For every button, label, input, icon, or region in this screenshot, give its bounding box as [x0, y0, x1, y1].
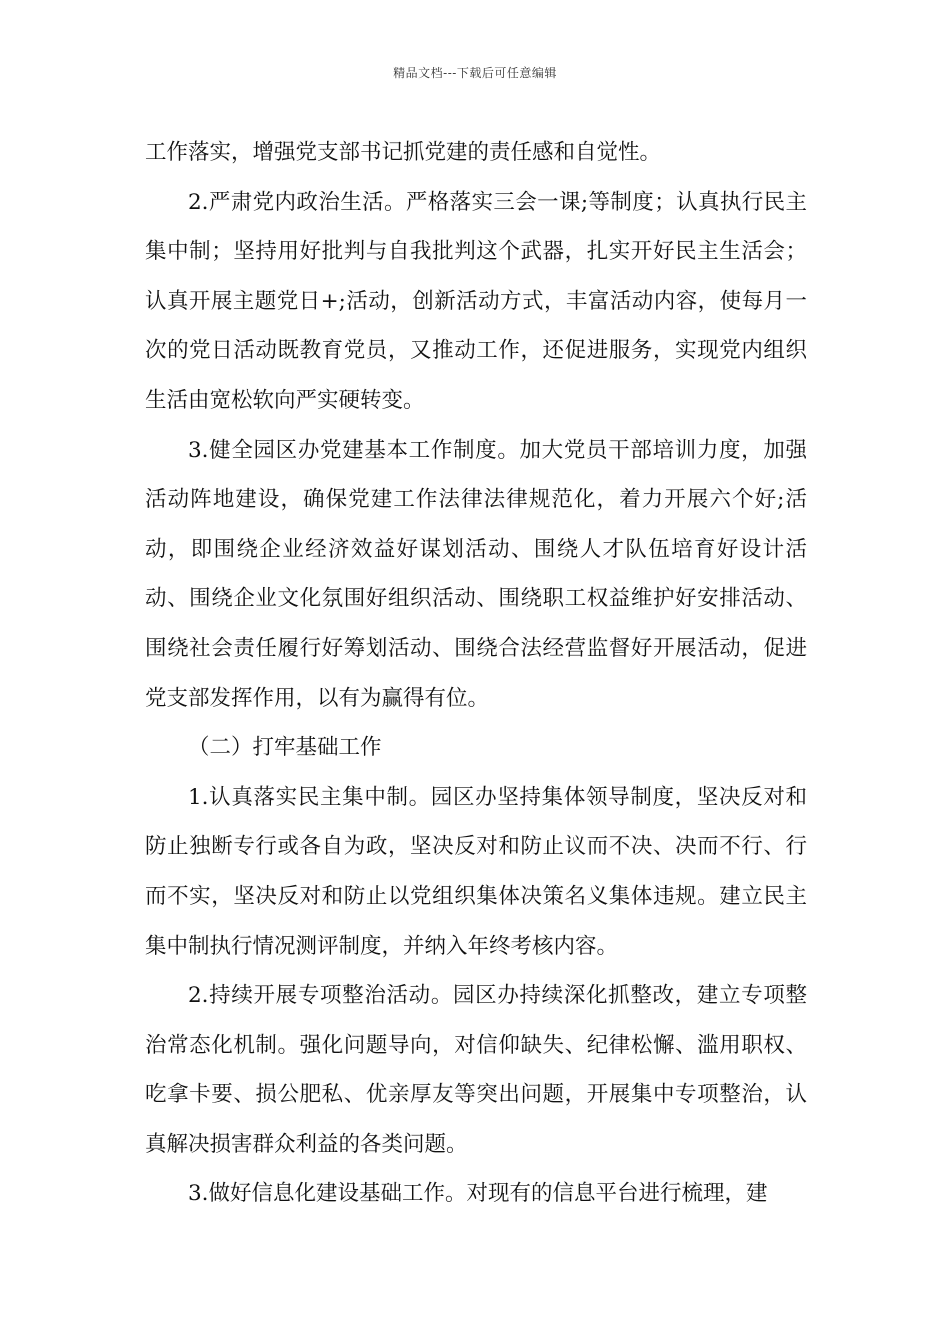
paragraph-continuation: 工作落实，增强党支部书记抓党建的责任感和自觉性。 — [145, 140, 662, 165]
page-header: 精品文档---下载后可任意编辑 — [393, 66, 557, 80]
paragraph-item-3-work-system: 3.健全园区办党建基本工作制度。加大党员干部培训力度，加强活动阵地建设，确保党建工作法律法律规范化，着力开展六个好;活动，即围绕企业经济效益好谋划活动、围绕人才队伍培育好设计活动、围绕企业文化氛围好组织活动、围绕职工权益维护好安排活动、围绕社会责任履行好筹划活动、围绕合法经营监督好开展活动，促进党支部发挥作用，以有为赢得有位。 — [145, 437, 807, 711]
paragraph-item-1-democratic-centralism: 1.认真落实民主集中制。园区办坚持集体领导制度，坚决反对和防止独断专行或各自为政，坚决反对和防止议而不决、决而不行、行而不实，坚决反对和防止以党组织集体决策名义集体违规。建立民主集中制执行情况测评制度，并纳入年终考核内容。 — [145, 784, 807, 959]
document-body — [145, 128, 807, 1219]
paragraph-item-3-informatization: 3.做好信息化建设基础工作。对现有的信息平台进行梳理，建 — [188, 1181, 768, 1207]
section-heading-basic-work: （二）打牢基础工作 — [188, 735, 382, 761]
paragraph-item-2-special-rectification: 2.持续开展专项整治活动。园区办持续深化抓整改，建立专项整治常态化机制。强化问题导向，对信仰缺失、纪律松懈、滥用职权、吃拿卡要、损公肥私、优亲厚友等突出问题，开展集中专项整治，认真解决损害群众利益的各类问题。 — [145, 983, 807, 1157]
paragraph-item-2-political-life: 2.严肃党内政治生活。严格落实三会一课;等制度；认真执行民主集中制；坚持用好批判与自我批判这个武器，扎实开好民主生活会；认真开展主题党日+;活动，创新活动方式，丰富活动内容，使每月一次的党日活动既教育党员，又推动工作，还促进服务，实现党内组织生活由宽松软向严实硬转变。 — [145, 189, 807, 413]
